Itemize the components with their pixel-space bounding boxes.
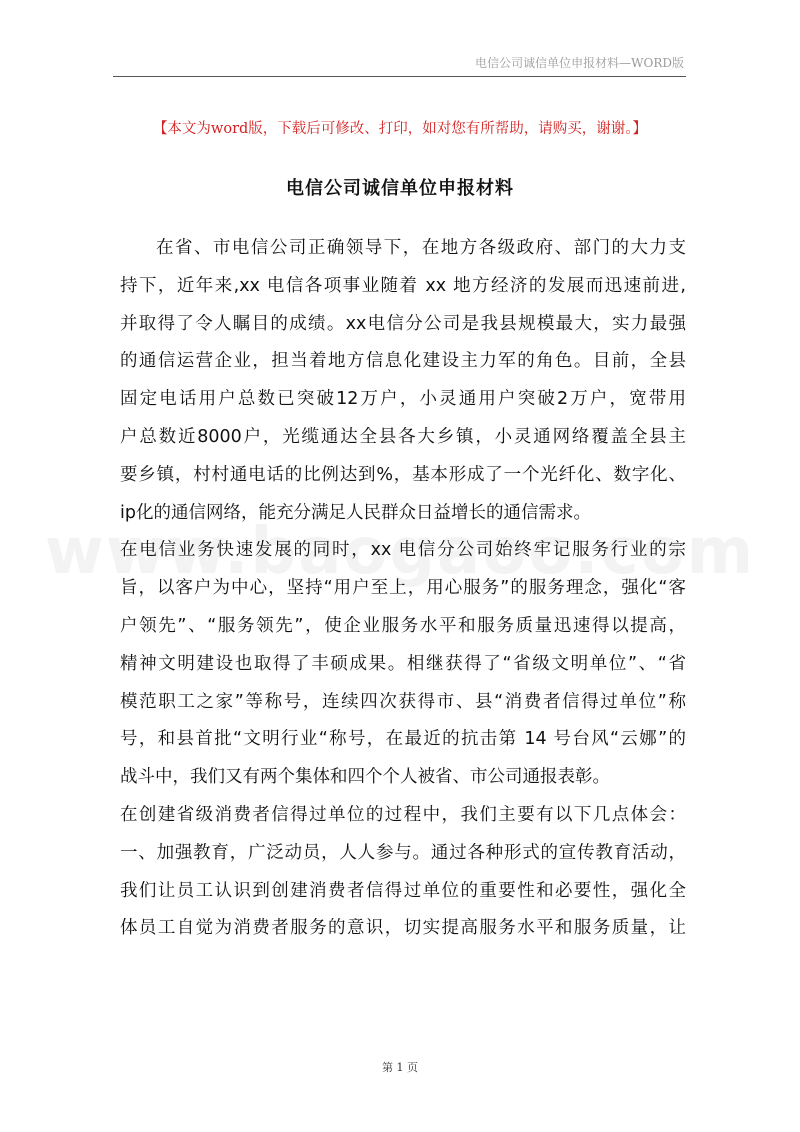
text-line: 在电信业务快速发展的同时，xx 电信分公司始终牢记服务行业的宗: [120, 540, 686, 561]
text-line: 模范职工之家”等称号，连续四次获得市、县“消费者信得过单位”称: [120, 691, 686, 712]
paragraph-intro: [120, 230, 686, 532]
paragraph-achievements: [120, 532, 686, 797]
text-line: 旨，以客户为中心，坚持“用户至上，用心服务”的服务理念，强化“客: [120, 578, 686, 599]
text-line: 我们让员工认识到创建消费者信得过单位的重要性和必要性，强化全: [120, 880, 686, 901]
text-line: 体员工自觉为消费者服务的意识，切实提高服务水平和服务质量，让: [120, 918, 686, 939]
page-number: 第 1 页: [382, 1061, 418, 1074]
text-line: 持下，近年来,xx 电信各项事业随着 xx 地方经济的发展而迅速前进,: [120, 275, 686, 296]
paragraph-point-one: [120, 835, 686, 948]
header-divider: [113, 76, 686, 77]
text-line: 户总数近8000户，光缆通达全县各大乡镇，小灵通网络覆盖全县主: [120, 426, 686, 447]
text-line: 一、加强教育，广泛动员，人人参与。通过各种形式的宣传教育活动，: [120, 842, 686, 863]
text-line: 并取得了令人瞩目的成绩。xx电信分公司是我县规模最大，实力最强: [120, 313, 686, 334]
text-line: 在创建省级消费者信得过单位的过程中，我们主要有以下几点体会：: [120, 804, 686, 825]
text-line: 户领先”、“服务领先”，使企业服务水平和服务质量迅速得以提高，: [120, 615, 686, 636]
paragraph-experience-intro: [120, 797, 686, 835]
running-header: 电信公司诚信单位申报材料—WORD版: [475, 56, 684, 70]
download-notice: 【本文为word版，下载后可修改、打印，如对您有所帮助，请购买，谢谢。】: [152, 121, 648, 137]
document-body: [120, 230, 686, 948]
text-line: 在省、市电信公司正确领导下，在地方各级政府、部门的大力支: [156, 238, 686, 258]
text-line: 的通信运营企业，担当着地方信息化建设主力军的角色。目前，全县: [120, 351, 686, 372]
text-line: 精神文明建设也取得了丰硕成果。相继获得了“省级文明单位”、“省: [120, 653, 686, 674]
document-title: 电信公司诚信单位申报材料: [286, 178, 514, 199]
text-line: 号，和县首批“文明行业“称号，在最近的抗击第 14 号台风“云娜”的: [120, 729, 686, 750]
text-line: 固定电话用户总数已突破12万户，小灵通用户突破2万户，宽带用: [120, 389, 686, 410]
text-line: 战斗中，我们又有两个集体和四个个人被省、市公司通报表彰。: [120, 767, 610, 788]
text-line: 要乡镇，村村通电话的比例达到%，基本形成了一个光纤化、数字化、: [120, 464, 686, 485]
text-line: ip化的通信网络，能充分满足人民群众日益增长的通信需求。: [120, 502, 591, 523]
